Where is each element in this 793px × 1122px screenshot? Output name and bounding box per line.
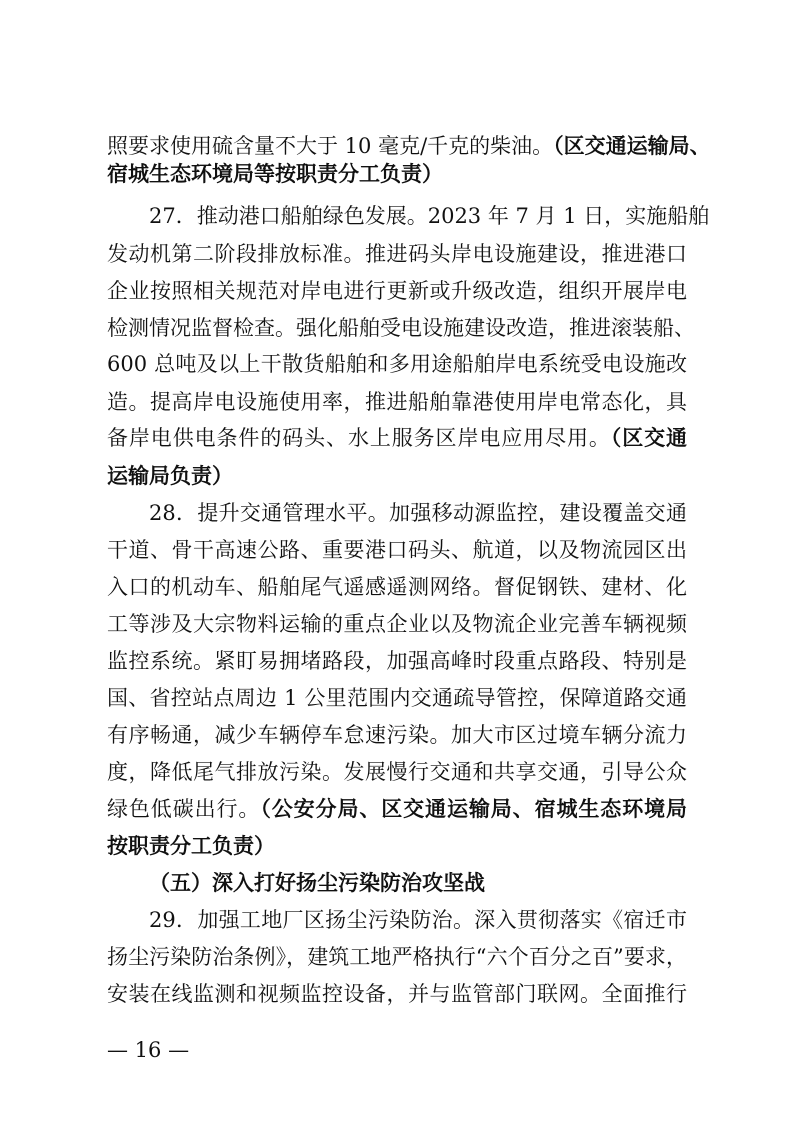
page-number: — 16 — [107,1038,190,1062]
text-line: 有序畅通，减少车辆停车怠速污染。加大市区过境车辆分流力 [107,723,687,747]
text-line: 运输局负责） [107,464,233,488]
text-line: 安装在线监测和视频监控设备，并与监管部门联网。全面推行 [107,982,687,1006]
text-line: 度，降低尾气排放污染。发展慢行交通和共享交通，引导公众 [107,760,687,784]
responsibility-note: （区交通 [610,426,688,450]
section-heading: （五）深入打好扬尘污染防治攻坚战 [149,871,485,895]
text-line: 造。提高岸电设施使用率，推进船舶靠港使用岸电常态化，具 [107,390,687,414]
text-line: 检测情况监督检查。强化船舶受电设施建设改造，推进滚装船、 [107,316,695,340]
text-line: 工等涉及大宗物料运输的重点企业以及物流企业完善车辆视频 [107,612,687,636]
text-line: 扬尘污染防治条例》，建筑工地严格执行“六个百分之百”要求， [107,945,687,969]
text-line: 28．提升交通管理水平。加强移动源监控，建设覆盖交通 [149,501,687,525]
text-line: 干道、骨干高速公路、重要港口码头、航道，以及物流园区出 [107,538,687,562]
text-span: 备岸电供电条件的码头、水上服务区岸电应用尽用。 [107,426,611,450]
text-line: 发动机第二阶段排放标准。推进码头岸电设施建设，推进港口 [107,242,687,266]
text-line: 29．加强工地厂区扬尘污染防治。深入贯彻落实《宿迁市 [149,908,687,932]
text-line: 监控系统。紧盯易拥堵路段，加强高峰时段重点路段、特别是 [107,649,687,673]
text-line: 按职责分工负责） [107,834,275,858]
text-line: 企业按照相关规范对岸电进行更新或升级改造，组织开展岸电 [107,279,687,303]
responsibility-note: （区交通运输局、 [553,134,711,158]
text-line [107,425,687,451]
text-span: 照要求使用硫含量不大于 10 毫克/千克的柴油。 [107,134,554,158]
text-line [107,796,687,822]
text-line [107,133,711,159]
text-span: 绿色低碳出行。 [107,797,261,821]
responsibility-note: （公安分局、区交通运输局、宿城生态环境局 [260,797,687,821]
text-line: 国、省控站点周边 1 公里范围内交通疏导管控，保障道路交通 [107,686,687,710]
text-line: 27．推动港口船舶绿色发展。2023 年 7 月 1 日，实施船舶 [149,204,710,228]
text-line: 600 总吨及以上干散货船舶和多用途船舶岸电系统受电设施改 [107,352,687,376]
text-line: 入口的机动车、船舶尾气遥感遥测网络。督促钢铁、建材、化 [107,575,687,599]
text-line: 宿城生态环境局等按职责分工负责） [107,162,443,186]
